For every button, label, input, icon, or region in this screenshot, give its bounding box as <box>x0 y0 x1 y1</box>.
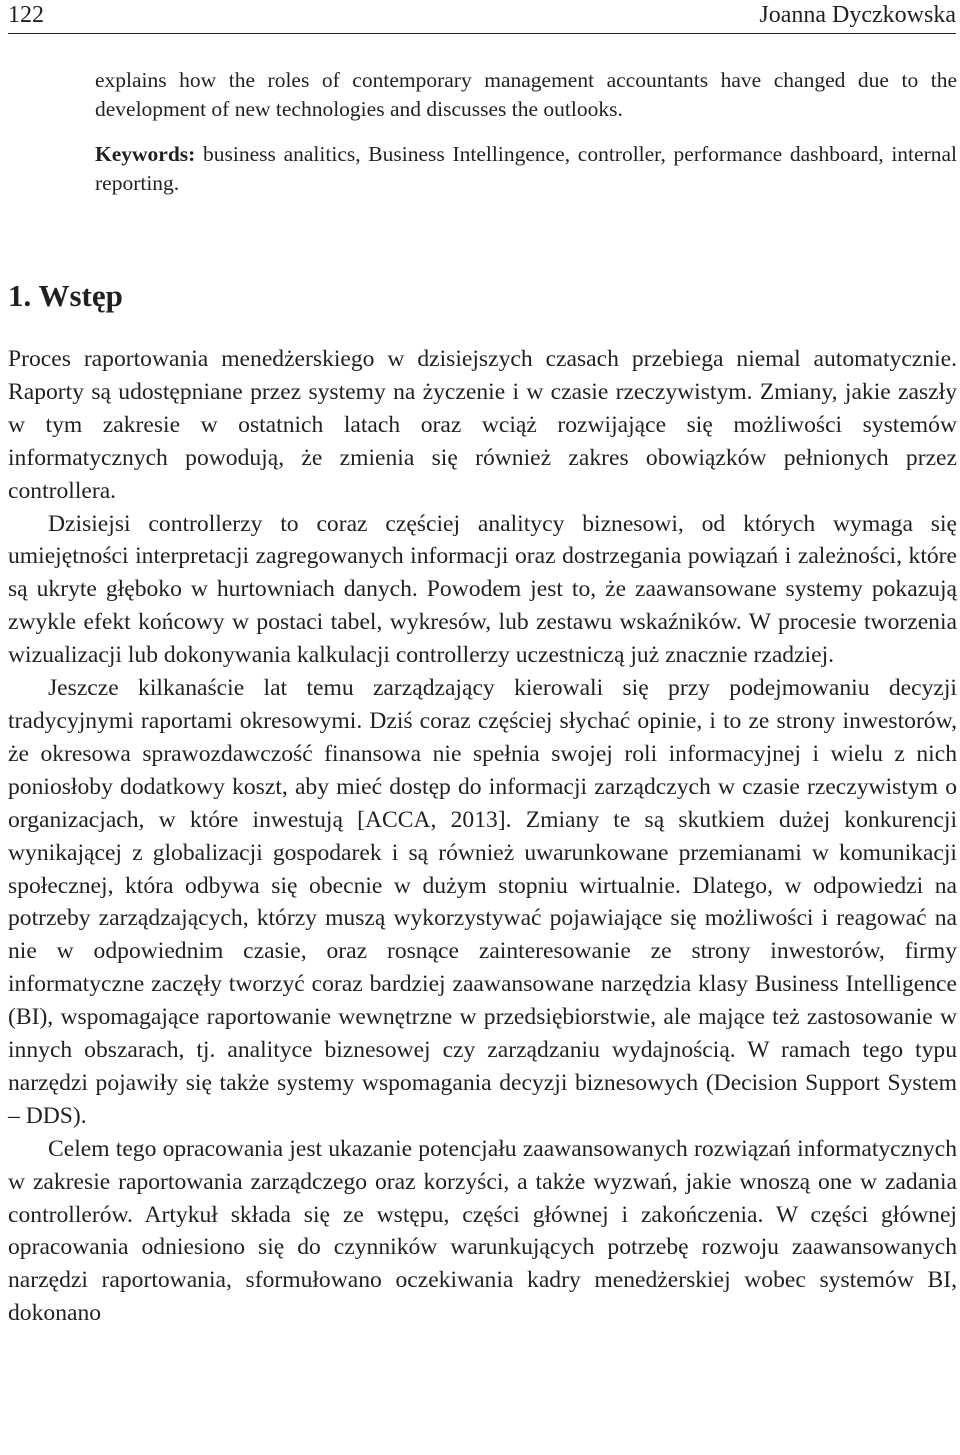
body-text <box>8 343 957 1330</box>
keywords <box>95 140 957 198</box>
running-header <box>8 0 956 34</box>
abstract-tail: explains how the roles of contemporary management accountants have changed due to the development of new technologies and discusses the outlooks. <box>95 68 957 121</box>
keywords-text: business analitics, Business Intellingence, controller, performance dashboard, internal reporting. <box>95 142 957 195</box>
paragraph-1: Proces raportowania menedżerskiego w dzisiejszych czasach przebiega niemal automatycznie. Raporty są udostępniane przez systemy na życzenie i w czasie rzeczywistym. Zmiany, jakie zaszły w tym zakresie w ostatnich latach oraz wciąż rozwijające się możliwości systemów informatycznych powodują, że zmienia się również zakres obowiązków pełnionych przez controllera. <box>8 346 957 504</box>
paragraph-3: Jeszcze kilkanaście lat temu zarządzający kierowali się przy podejmowaniu decyzji tradycyjnymi raportami okresowymi. Dziś coraz częściej słychać opinie, i to ze strony inwestorów, że okresowa sprawozdawczość finansowa nie spełnia swojej roli informacyjnej i wielu z nich poniosłoby dodatkowy koszt, aby mieć dostęp do informacji zarządczych w czasie rzeczywistym o organizacjach, w które inwestują [ACCA, 2013]. Zmiany te są skutkiem dużej konkurencji wynikającej z globalizacji gospodarek i są również uwarunkowane przemianami w komunikacji społecznej, która odbywa się obecnie w dużym stopniu wirtualnie. Dlatego, w odpowiedzi na potrzeby zarządzających, którzy muszą wykorzystywać pojawiające się możliwości i reagować na nie w odpowiednim czasie, oraz rosnące zainteresowanie ze strony inwestorów, firmy informatyczne zaczęły tworzyć coraz bardziej zaawansowane narzędzia klasy Business Intelligence (BI), wspomagające raportowanie wewnętrzne w przedsiębiorstwie, ale mające też zastosowanie w innych obszarach, tj. analityce biznesowej czy zarządzaniu wydajnością. W ramach tego typu narzędzi pojawiły się także systemy wspomagania decyzji biznesowych (Decision Support System – DDS). <box>8 675 957 1129</box>
page-number: 122 <box>8 2 44 28</box>
paragraph-2: Dzisiejsi controllerzy to coraz częściej analitycy biznesowi, od których wymaga się umiejętności interpretacji zagregowanych informacji oraz dostrzegania powiązań i zależności, które są ukryte głęboko w hurtowniach danych. Powodem jest to, że zaawansowane systemy pokazują zwykle efekt końcowy w postaci tabel, wykresów, lub zestawu wskaźników. W procesie tworzenia wizualizacji lub dokonywania kalkulacji controllerzy uczestniczą już znacznie rzadziej. <box>8 510 957 669</box>
paragraph-4: Celem tego opracowania jest ukazanie potencjału zaawansowanych rozwiązań informatycznych w zakresie raportowania zarządczego oraz korzyści, a także wyzwań, jakie wnoszą one w zadania controllerów. Artykuł składa się ze wstępu, części głównej i zakończenia. W części głównej opracowania odniesiono się do czynników warunkujących potrzebę rozwoju zaawansowanych narzędzi raportowania, sformułowano oczekiwania kadry menedżerskiej wobec systemów BI, dokonano <box>8 1135 957 1327</box>
keywords-label: Keywords: <box>95 142 196 166</box>
running-author: Joanna Dyczkowska <box>759 2 956 28</box>
section-heading: 1. Wstęp <box>8 278 123 313</box>
